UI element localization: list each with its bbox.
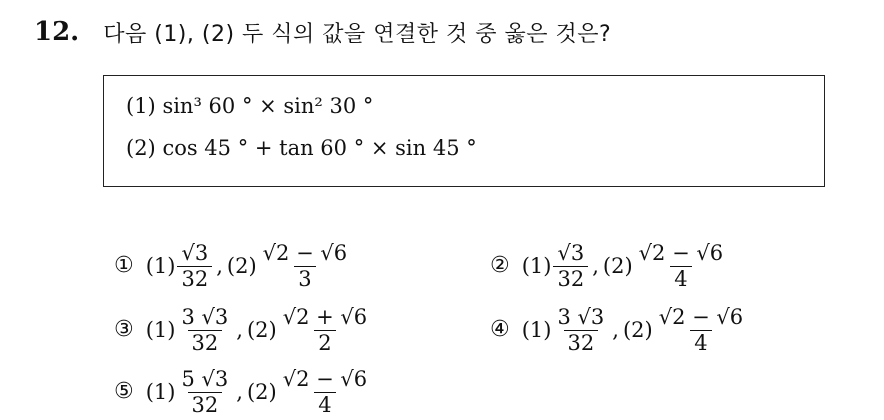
expression-1-formula: sin³ 60 ° × sin² 30 ° [162, 94, 374, 118]
choice-2-numerator-1: √3 [557, 241, 585, 265]
choice-3-fraction-2 [279, 304, 371, 355]
choice-5-denominator-2: 4 [314, 392, 335, 417]
expression-box [103, 75, 825, 187]
choice-5-label-2: (2) [246, 379, 277, 404]
choice-5-fraction-2 [279, 366, 371, 417]
choice-3-denominator-2: 2 [314, 330, 335, 355]
choice-3-numerator-1: 3 √3 [181, 305, 229, 329]
choice-3-marker: ③ [114, 317, 134, 342]
choice-5[interactable]: ⑤ (1) $\frac{5 √3}{32}$ , (2) $\frac{√2 - √6}{4}$ [114, 366, 373, 417]
choice-2[interactable]: ② (1) $\frac{√3}{32}$ , (2) $\frac{√2 - √6}{4}$ [490, 240, 729, 291]
choice-4-fraction-2 [655, 304, 747, 355]
choice-3-label-2: (2) [246, 317, 277, 342]
choice-4-fraction-1 [553, 304, 608, 355]
choice-1-fraction-2 [259, 240, 351, 291]
choice-5-label-1: (1) [145, 379, 176, 404]
choice-4-label-1: (1) [521, 317, 552, 342]
choice-4-numerator-2: √2 − √6 [658, 305, 744, 329]
choice-4-marker: ④ [490, 317, 510, 342]
choice-2-marker: ② [490, 253, 510, 278]
choice-5-denominator-1: 32 [188, 392, 223, 417]
choice-1-label-2: (2) [226, 253, 257, 278]
choice-1-numerator-2: √2 − √6 [262, 241, 348, 265]
question-number: 12. [34, 17, 80, 47]
choice-2-numerator-2: √2 − √6 [638, 241, 724, 265]
expression-1-label: (1) [126, 94, 156, 118]
choice-4-label-2: (2) [622, 317, 653, 342]
choice-2-label-1: (1) [521, 253, 552, 278]
choice-1-numerator-1: √3 [181, 241, 209, 265]
question-header [34, 12, 611, 52]
expression-2 [126, 136, 477, 160]
choice-1-label-1: (1) [145, 253, 176, 278]
expression-1 [126, 94, 373, 118]
choice-3-numerator-2: √2 + √6 [282, 305, 368, 329]
choice-1-denominator-1: 32 [177, 266, 212, 291]
choice-1-denominator-2: 3 [294, 266, 315, 291]
choice-2-denominator-2: 4 [670, 266, 691, 291]
choice-2-denominator-1: 32 [553, 266, 588, 291]
choice-3-denominator-1: 32 [188, 330, 223, 355]
choice-4-denominator-1: 32 [564, 330, 599, 355]
choice-3[interactable]: ③ (1) $\frac{3 √3}{32}$ , (2) $\frac{√2 + √6}{2}$ [114, 304, 373, 355]
expression-2-label: (2) [126, 136, 156, 160]
choice-3-fraction-1 [177, 304, 232, 355]
question-text: 다음 (1), (2) 두 식의 값을 연결한 것 중 옳은 것은? [103, 21, 612, 47]
choice-2-label-2: (2) [602, 253, 633, 278]
choice-5-numerator-2: √2 − √6 [282, 367, 368, 391]
choice-1[interactable]: ① (1) $\frac{√3}{32}$ , (2) $\frac{√2 - √6}{3}$ [114, 240, 353, 291]
choice-5-marker: ⑤ [114, 379, 134, 404]
choice-4-denominator-2: 4 [690, 330, 711, 355]
choice-2-fraction-2 [635, 240, 727, 291]
choice-4-numerator-1: 3 √3 [557, 305, 605, 329]
expression-2-formula: cos 45 ° + tan 60 ° × sin 45 ° [162, 136, 477, 160]
choice-3-label-1: (1) [145, 317, 176, 342]
choice-1-fraction-1 [177, 240, 212, 291]
choice-5-fraction-1 [177, 366, 232, 417]
choice-4[interactable]: ④ (1) $\frac{3 √3}{32}$ , (2) $\frac{√2 - √6}{4}$ [490, 304, 749, 355]
choice-5-numerator-1: 5 √3 [181, 367, 229, 391]
choice-2-fraction-1 [553, 240, 588, 291]
choice-1-marker: ① [114, 253, 134, 278]
